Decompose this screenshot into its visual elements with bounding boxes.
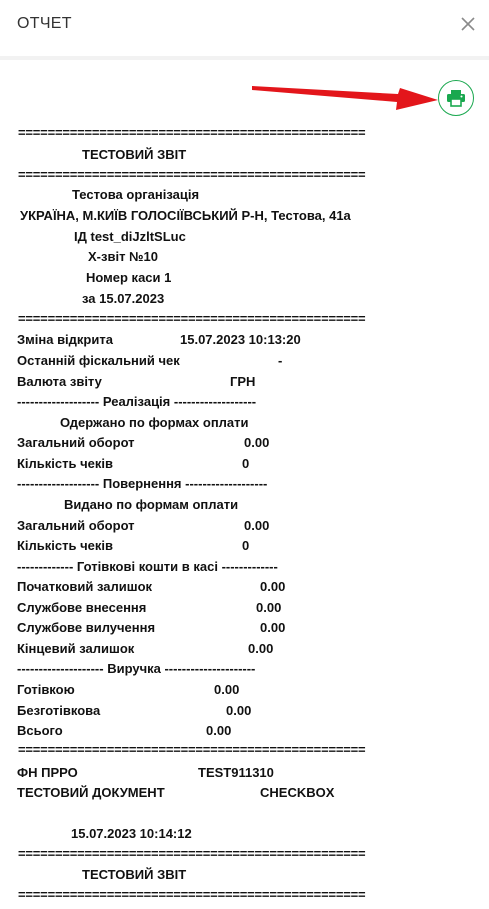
cash-label: Готівкою bbox=[17, 682, 75, 697]
issued-by-payment: Видано по формам оплати bbox=[64, 497, 239, 512]
initial-balance-value: 0.00 bbox=[260, 579, 286, 594]
returns-turnover-value: 0.00 bbox=[244, 518, 270, 533]
test-doc-value: CHECKBOX bbox=[260, 785, 335, 800]
service-withdrawal-label: Службове вилучення bbox=[17, 620, 156, 635]
sales-turnover-label: Загальний оборот bbox=[17, 435, 135, 450]
separator: =============================================== bbox=[18, 125, 366, 140]
final-balance-value: 0.00 bbox=[248, 641, 274, 656]
x-report: Х-звіт №10 bbox=[88, 249, 158, 264]
sales-checks-value: 0 bbox=[242, 456, 250, 471]
header-divider bbox=[0, 56, 489, 60]
sales-turnover-value: 0.00 bbox=[244, 435, 270, 450]
dialog-header bbox=[0, 0, 489, 52]
separator: =============================================== bbox=[18, 846, 366, 861]
revenue-header: -------------------- Виручка --------------------- bbox=[17, 661, 256, 676]
returns-checks-value: 0 bbox=[242, 538, 250, 553]
currency-label: Валюта звіту bbox=[17, 374, 102, 389]
fn-value: TEST911310 bbox=[198, 765, 274, 780]
total-value: 0.00 bbox=[206, 723, 232, 738]
last-check-label: Останній фіскальний чек bbox=[17, 353, 180, 368]
footer-title: ТЕСТОВИЙ ЗВІТ bbox=[82, 867, 187, 882]
address: УКРАЇНА, М.КИЇВ ГОЛОСІЇВСЬКИЙ Р-Н, Тестова, 41а bbox=[20, 208, 351, 223]
close-icon bbox=[458, 14, 478, 34]
total-label: Всього bbox=[17, 723, 63, 738]
timestamp: 15.07.2023 10:14:12 bbox=[71, 826, 192, 841]
sales-checks-label: Кількість чеків bbox=[17, 456, 114, 471]
service-deposit-value: 0.00 bbox=[256, 600, 282, 615]
fn-label: ФН ПРРО bbox=[17, 765, 78, 780]
printer-icon bbox=[446, 89, 466, 107]
separator: =============================================== bbox=[18, 167, 366, 182]
organization: Тестова організація bbox=[72, 187, 200, 202]
initial-balance-label: Початковий залишок bbox=[17, 579, 153, 594]
separator: =============================================== bbox=[18, 311, 366, 326]
received-by-payment: Одержано по формах оплати bbox=[60, 415, 249, 430]
service-deposit-label: Службове внесення bbox=[17, 600, 147, 615]
returns-turnover-label: Загальний оборот bbox=[17, 518, 135, 533]
last-check-value: - bbox=[278, 353, 283, 368]
cash-value: 0.00 bbox=[214, 682, 240, 697]
shift-opened-value: 15.07.2023 10:13:20 bbox=[180, 332, 301, 347]
print-button[interactable] bbox=[438, 80, 474, 116]
shift-opened-label: Зміна відкрита bbox=[17, 332, 113, 347]
returns-header: ------------------- Повернення ------------------- bbox=[17, 476, 268, 491]
noncash-value: 0.00 bbox=[226, 703, 252, 718]
close-button[interactable] bbox=[458, 14, 478, 34]
id-line: ІД test_diJzltSLuc bbox=[74, 229, 186, 244]
separator: =============================================== bbox=[18, 742, 366, 757]
returns-checks-label: Кількість чеків bbox=[17, 538, 114, 553]
noncash-label: Безготівкова bbox=[17, 703, 101, 718]
test-doc-label: ТЕСТОВИЙ ДОКУМЕНТ bbox=[17, 785, 165, 800]
dialog-title: ОТЧЕТ bbox=[17, 15, 72, 32]
separator: =============================================== bbox=[18, 887, 366, 902]
register-number: Номер каси 1 bbox=[86, 270, 172, 285]
currency-value: ГРН bbox=[230, 374, 256, 389]
report-title: ТЕСТОВИЙ ЗВІТ bbox=[82, 147, 187, 162]
sales-header: ------------------- Реалізація ------------------- bbox=[17, 394, 257, 409]
cash-header: ------------- Готівкові кошти в касі ------------- bbox=[17, 559, 278, 574]
final-balance-label: Кінцевий залишок bbox=[17, 641, 135, 656]
annotation-arrow bbox=[250, 80, 440, 116]
report-date: за 15.07.2023 bbox=[82, 291, 165, 306]
service-withdrawal-value: 0.00 bbox=[260, 620, 286, 635]
